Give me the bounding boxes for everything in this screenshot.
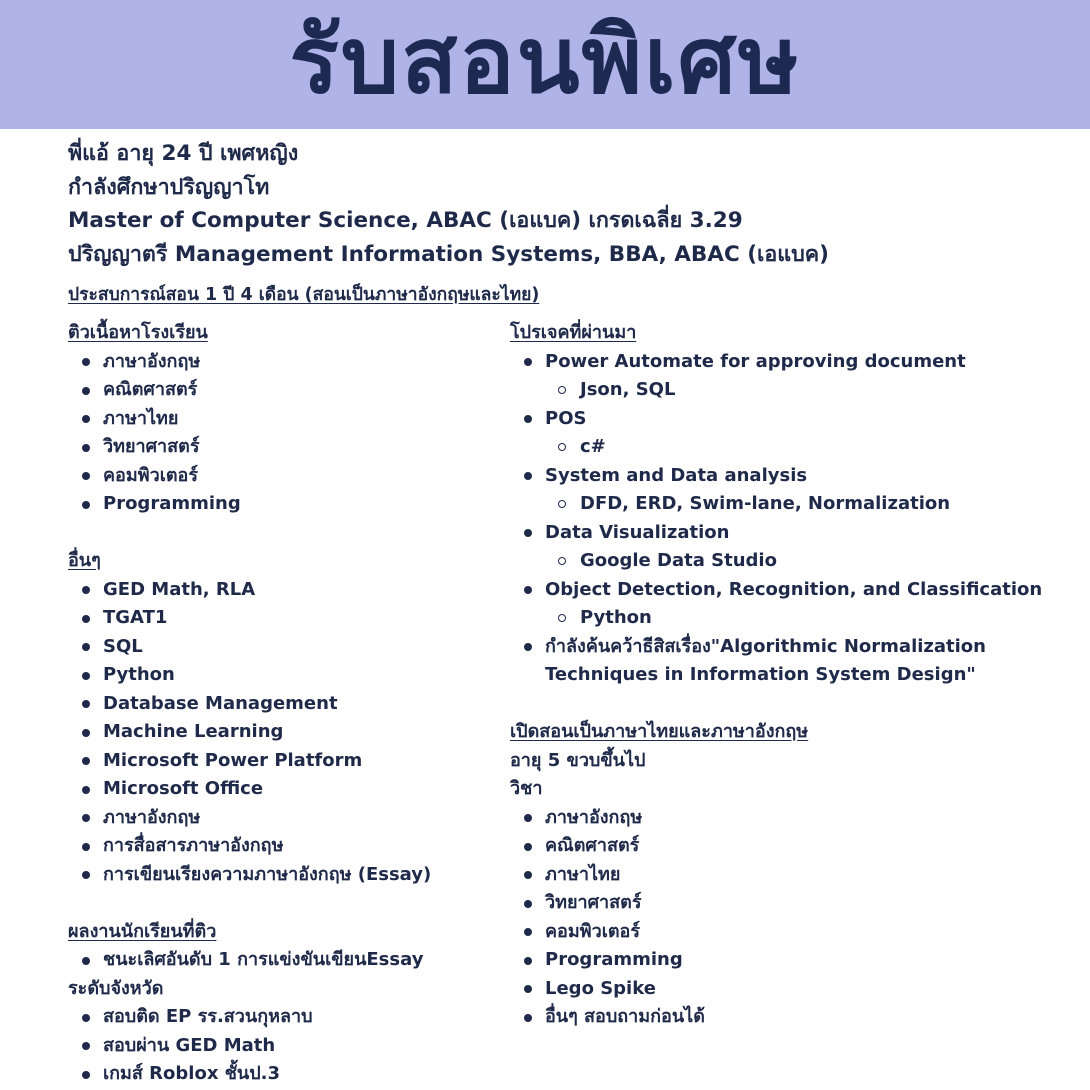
list-item: SQL: [68, 633, 498, 662]
projects-heading: โปรเจคที่ผ่านมา: [510, 322, 637, 343]
list-item: คอมพิวเตอร์: [510, 918, 1070, 947]
list-item: Python: [68, 661, 498, 690]
list-item: Database Management: [68, 690, 498, 719]
list-item: เกมส์ Roblox ชั้นป.3: [68, 1060, 498, 1089]
project-item: [510, 348, 1070, 405]
project-label: Power Automate for approving document: [545, 350, 966, 372]
list-item: Microsoft Office: [68, 775, 498, 804]
list-item: TGAT1: [68, 604, 498, 633]
teaching-age: อายุ 5 ขวบขึ้นไป: [510, 749, 646, 771]
project-sub-list: [545, 433, 1070, 462]
list-item: วิทยาศาสตร์: [68, 433, 498, 462]
list-item: คณิตศาสตร์: [510, 832, 1070, 861]
teaching-heading: เปิดสอนเป็นภาษาไทยและภาษาอังกฤษ: [510, 721, 809, 742]
list-item: สอบติด EP รร.สวนกุหลาบ: [68, 1003, 498, 1032]
teaching-subject-label: วิชา: [510, 778, 543, 799]
project-item: [510, 405, 1070, 462]
project-label: Data Visualization: [545, 521, 730, 543]
list-item: GED Math, RLA: [68, 576, 498, 605]
intro-studying: กำลังศึกษาปริญญาโท: [68, 174, 270, 200]
project-sub-list: [545, 490, 1070, 519]
teaching-subjects-list: [510, 804, 1070, 1032]
project-sub-item: c#: [545, 433, 1070, 462]
right-column: [510, 319, 1070, 1032]
project-sub-item: Python: [545, 604, 1070, 633]
school-subjects-list: [68, 348, 498, 519]
project-sub-item: Google Data Studio: [545, 547, 1070, 576]
thesis-line-2: Techniques in Information System Design": [545, 664, 976, 685]
intro-bachelor-degree: ปริญญาตรี Management Information Systems, BBA, ABAC (เอแบค): [68, 241, 830, 267]
tutor-intro: [68, 137, 1068, 271]
school-subjects-heading: ติวเนื้อหาโรงเรียน: [68, 322, 208, 343]
list-item: Microsoft Power Platform: [68, 747, 498, 776]
student-results-heading: ผลงานนักเรียนที่ติว: [68, 920, 217, 942]
list-item: ภาษาอังกฤษ: [68, 348, 498, 377]
student-results-list: [68, 1003, 498, 1089]
list-item: ภาษาอังกฤษ: [510, 804, 1070, 833]
list-item: อื่นๆ สอบถามก่อนได้: [510, 1003, 1070, 1032]
projects-list: [510, 348, 1070, 690]
project-sub-item: Json, SQL: [545, 376, 1070, 405]
student-award: ชนะเลิศอันดับ 1 การแข่งขันเขียนEssay: [68, 946, 498, 975]
list-item: คอมพิวเตอร์: [68, 462, 498, 491]
list-item: คณิตศาสตร์: [68, 376, 498, 405]
intro-master-degree: Master of Computer Science, ABAC (เอแบค) เกรดเฉลี่ย 3.29: [68, 208, 743, 233]
list-item: วิทยาศาสตร์: [510, 889, 1070, 918]
banner-title: รับสอนพิเศษ: [289, 6, 801, 114]
list-item: Programming: [68, 490, 498, 519]
list-item: Machine Learning: [68, 718, 498, 747]
project-item: [510, 576, 1070, 633]
list-item: การสื่อสารภาษาอังกฤษ: [68, 832, 498, 861]
thesis-line-1: กำลังค้นคว้าธีสิสเรื่อง"Algorithmic Normalization: [545, 635, 986, 657]
student-award-level: ระดับจังหวัด: [68, 977, 164, 999]
list-item: ภาษาไทย: [68, 405, 498, 434]
others-heading: อื่นๆ: [68, 550, 101, 571]
title-banner: [0, 0, 1090, 129]
list-item: Programming: [510, 946, 1070, 975]
project-label: Object Detection, Recognition, and Classification: [545, 578, 1043, 600]
project-sub-list: [545, 376, 1070, 405]
project-label: System and Data analysis: [545, 464, 808, 486]
project-sub-list: [545, 604, 1070, 633]
thesis-item: [510, 633, 1070, 690]
others-list: [68, 576, 498, 890]
project-sub-list: [545, 547, 1070, 576]
list-item: สอบผ่าน GED Math: [68, 1032, 498, 1061]
left-column: [68, 319, 498, 1089]
list-item: ภาษาอังกฤษ: [68, 804, 498, 833]
project-item: [510, 519, 1070, 576]
project-label: POS: [545, 407, 587, 429]
intro-name-age: พี่แอ้ อายุ 24 ปี เพศหญิง: [68, 141, 299, 166]
list-item: ภาษาไทย: [510, 861, 1070, 890]
project-item: [510, 462, 1070, 519]
teaching-experience: ประสบการณ์สอน 1 ปี 4 เดือน (สอนเป็นภาษาอังกฤษและไทย): [68, 285, 540, 305]
student-award-list: [68, 946, 498, 975]
list-item: Lego Spike: [510, 975, 1070, 1004]
list-item: การเขียนเรียงความภาษาอังกฤษ (Essay): [68, 861, 498, 890]
project-sub-item: DFD, ERD, Swim-lane, Normalization: [545, 490, 1070, 519]
